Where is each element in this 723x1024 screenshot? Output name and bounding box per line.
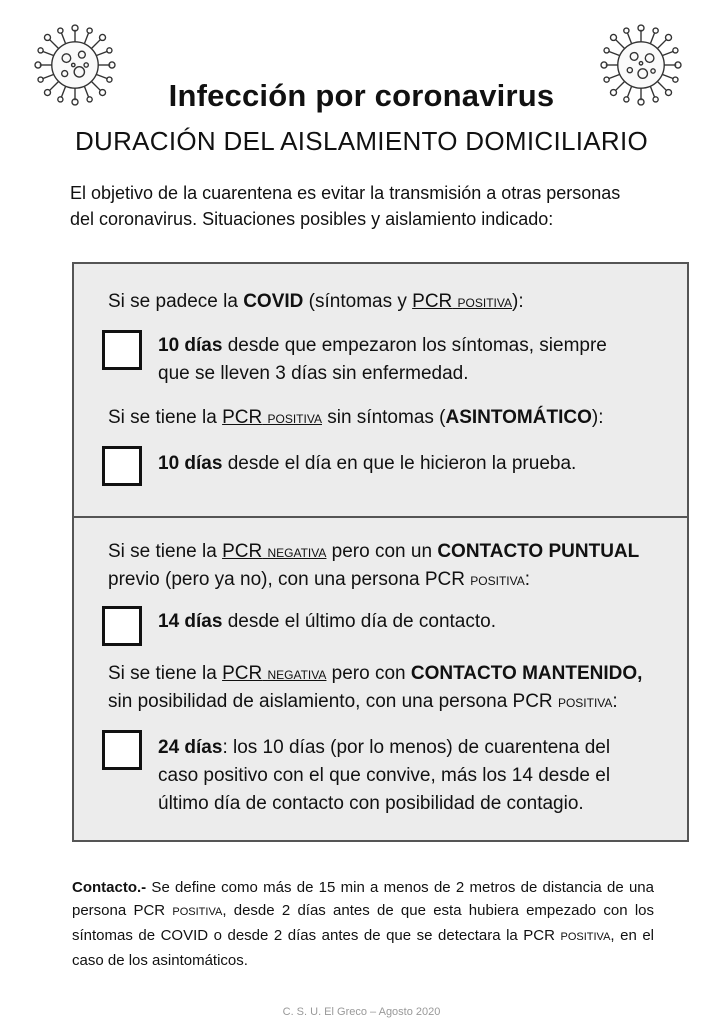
contact-definition: Contacto.- Se define como más de 15 min a menos de 2 metros de distancia de una persona PCR POSITIVA, desde 2 días antes de que esta hubiera empezado con los síntomas de COVID o desde 2 días antes de que se detectara la PCR POSITIVA, en el caso de los asintomáticos. [72, 879, 655, 969]
asymptomatic-heading: Si se tiene la PCR POSITIVA sin síntomas (ASINTOMÁTICO): [108, 407, 604, 428]
asymptomatic-option-checkbox[interactable] [102, 446, 142, 486]
punctual-contact-option-checkbox[interactable] [102, 606, 142, 646]
covid-option-checkbox[interactable] [102, 330, 142, 370]
page-footer: C. S. U. El Greco – Agosto 2020 [282, 1006, 441, 1018]
covid-heading: Si se padece la COVID (síntomas y PCR POSITIVA): [108, 291, 524, 312]
intro-line: El objetivo de la cuarentena es evitar la transmisión a otras personas [70, 183, 621, 203]
sustained-contact-option-checkbox[interactable] [102, 730, 142, 770]
page-subtitle: DURACIÓN DEL AISLAMIENTO DOMICILIARIO [74, 126, 649, 156]
sustained-contact-heading: Si se tiene la PCR NEGATIVA pero con CONTACTO MANTENIDO, [108, 663, 643, 684]
sustained-contact-option-text: último día de contacto con posibilidad de contagio. [158, 793, 584, 814]
asymptomatic-option-text: 10 días desde el día en que le hicieron la prueba. [158, 453, 577, 474]
sustained-contact-option-text: 24 días: los 10 días (por lo menos) de cuarentena del [158, 737, 611, 758]
punctual-contact-heading: previo (pero ya no), con una persona PCR POSITIVA: [108, 569, 531, 590]
intro-text [70, 180, 670, 232]
isolation-options-box [72, 262, 689, 842]
sustained-contact-heading: sin posibilidad de aislamiento, con una persona PCR POSITIVA: [108, 691, 618, 712]
section-divider [74, 516, 687, 518]
punctual-contact-heading: Si se tiene la PCR NEGATIVA pero con un CONTACTO PUNTUAL [108, 541, 640, 562]
intro-line: del coronavirus. Situaciones posibles y aislamiento indicado: [70, 209, 554, 229]
covid-option-text: 10 días desde que empezaron los síntomas, siempre [158, 335, 607, 356]
sustained-contact-option-text: caso positivo con el que convive, más los 14 desde el [158, 765, 611, 786]
punctual-contact-option-text: 14 días desde el último día de contacto. [158, 611, 496, 632]
covid-option-text: que se lleven 3 días sin enfermedad. [158, 363, 469, 384]
page-title: Infección por coronavirus [168, 78, 555, 113]
